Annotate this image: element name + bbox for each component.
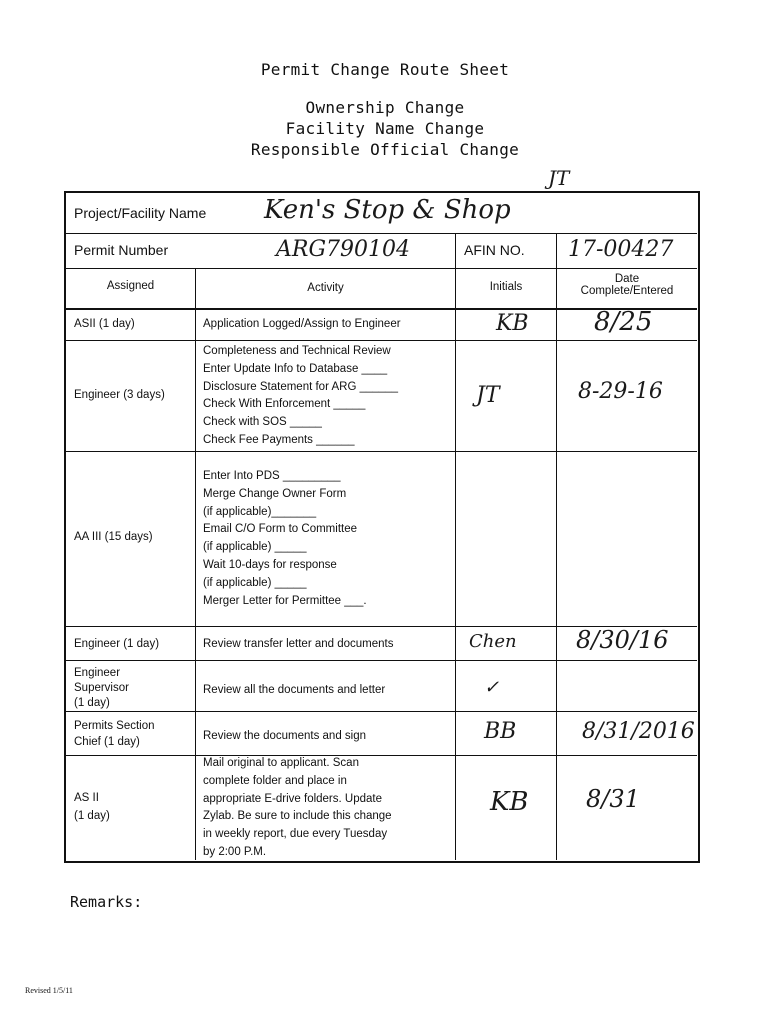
facility-name-value: Ken's Stop & Shop: [264, 195, 511, 225]
row-divider: [66, 233, 697, 234]
row-asii-activity: Application Logged/Assign to Engineer: [203, 318, 401, 330]
subtitle-ownership-change: Ownership Change: [305, 98, 465, 117]
row-engineer-1-date: 8/30/16: [576, 626, 669, 654]
row-asii-final-assigned: AS II (1 day): [74, 792, 110, 822]
row-supervisor-activity: Review all the documents and letter: [203, 684, 386, 696]
row-asii-final-initials: KB: [490, 787, 529, 817]
row-engineer-3-activity: Completeness and Technical Review Enter Update Info to Database ____ Disclosure Statement for ARG ______ Check With Enforcement _____ Check with SOS _____ Check Fee Payments ______: [203, 345, 398, 446]
header-activity: Activity: [307, 282, 344, 294]
row-asii-final-activity: Mail original to applicant. Scan complete folder and place in appropriate E-drive folders. Update Zylab. Be sure to include this change in weekly report, due every Tuesday by 2:00 P.M.: [203, 757, 392, 858]
subtitle-responsible-official-change: Responsible Official Change: [250, 140, 520, 159]
header-date: Date Complete/Entered: [580, 273, 674, 297]
corner-initials: JT: [548, 166, 570, 190]
row-asii-assigned: ASII (1 day): [74, 318, 135, 330]
row-aaiii-assigned: AA III (15 days): [74, 531, 153, 543]
document-title: Permit Change Route Sheet: [260, 60, 510, 79]
row-engineer-1-initials: Chen: [469, 631, 517, 652]
row-chief-assigned: Permits Section Chief (1 day): [74, 720, 155, 748]
header-initials: Initials: [489, 281, 523, 293]
row-divider: [66, 660, 697, 661]
row-asii-final-date: 8/31: [586, 785, 640, 813]
column-divider: [455, 233, 456, 860]
column-divider: [195, 268, 196, 860]
row-divider: [66, 451, 697, 452]
subtitle-facility-name-change: Facility Name Change: [285, 119, 485, 138]
row-chief-activity: Review the documents and sign: [203, 730, 367, 742]
afin-label: AFIN NO.: [464, 242, 525, 258]
row-asii-date: 8/25: [594, 307, 653, 337]
row-divider: [66, 340, 697, 341]
permit-number-label: Permit Number: [74, 242, 169, 258]
row-divider: [66, 268, 697, 269]
row-engineer-1-activity: Review transfer letter and documents: [203, 638, 394, 650]
permit-number-value: ARG790104: [276, 237, 411, 262]
row-engineer-1-assigned: Engineer (1 day): [74, 638, 160, 650]
row-engineer-3-date: 8-29-16: [578, 379, 663, 404]
route-sheet-form: [64, 191, 700, 863]
header-assigned: Assigned: [106, 280, 155, 292]
revision-date: Revised 1/5/11: [25, 986, 73, 995]
row-divider: [66, 711, 697, 712]
row-chief-date: 8/31/2016: [582, 719, 695, 744]
row-supervisor-initials: ✓: [484, 677, 500, 698]
facility-name-label: Project/Facility Name: [74, 205, 207, 221]
row-engineer-3-assigned: Engineer (3 days): [74, 389, 165, 401]
column-divider: [556, 233, 557, 860]
row-chief-initials: BB: [484, 719, 517, 744]
row-aaiii-activity: Enter Into PDS _________ Merge Change Owner Form (if applicable)_______ Email C/O Form to Committee (if applicable) _____ Wait 10-days for response (if applicable) _____ Merger Letter for Permittee ___.: [203, 470, 367, 607]
row-supervisor-assigned: Engineer Supervisor (1 day): [74, 667, 129, 709]
row-asii-initials: KB: [496, 311, 529, 336]
remarks-label: Remarks:: [70, 893, 143, 911]
row-engineer-3-initials: JT: [476, 383, 500, 408]
afin-value: 17-00427: [568, 237, 674, 262]
